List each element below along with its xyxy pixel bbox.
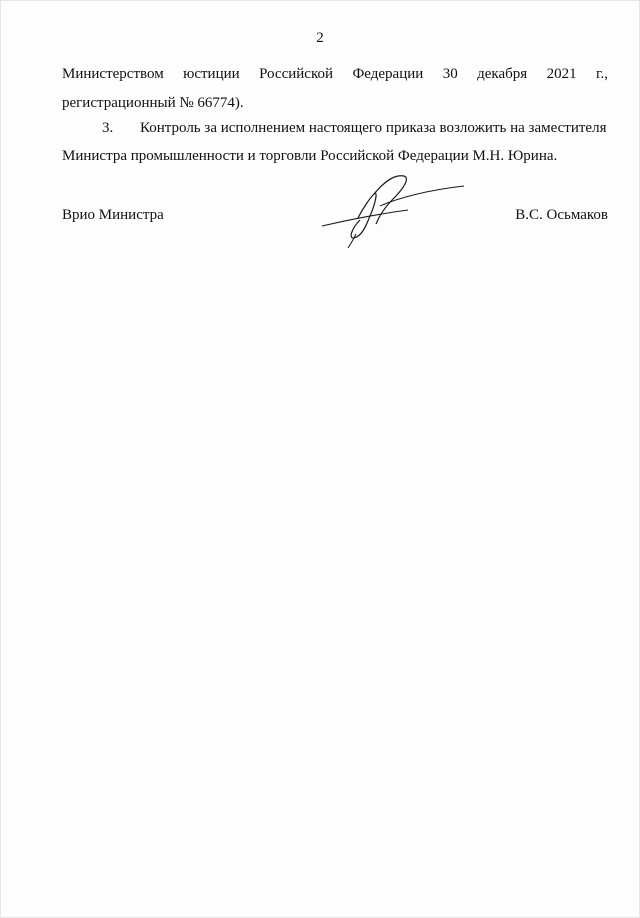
handwritten-signature [318, 168, 478, 248]
word: Министерством [62, 66, 164, 82]
word: Федерации [352, 66, 424, 82]
word: декабря [477, 66, 528, 82]
paragraph-2-line-1 [62, 67, 608, 82]
word: 2021 [546, 66, 577, 82]
signatory-name: В.С. Осьмаков [515, 207, 608, 223]
paragraph-3-line-1 [62, 121, 608, 136]
paragraph-3-line-2: Министра промышленности и торговли Российской Федерации М.Н. Юрина. [62, 148, 558, 164]
word: г., [596, 66, 608, 82]
paragraph-number: 3. [102, 120, 114, 136]
paragraph-3-text-1: Контроль за исполнением настоящего приказа возложить на заместителя [140, 120, 607, 136]
paragraph-2-line-2: регистрационный № 66774). [62, 95, 244, 111]
page-number: 2 [316, 30, 324, 46]
word: Российской [259, 66, 334, 82]
word: 30 [442, 66, 458, 82]
signatory-position: Врио Министра [62, 207, 164, 223]
word: юстиции [183, 66, 240, 82]
